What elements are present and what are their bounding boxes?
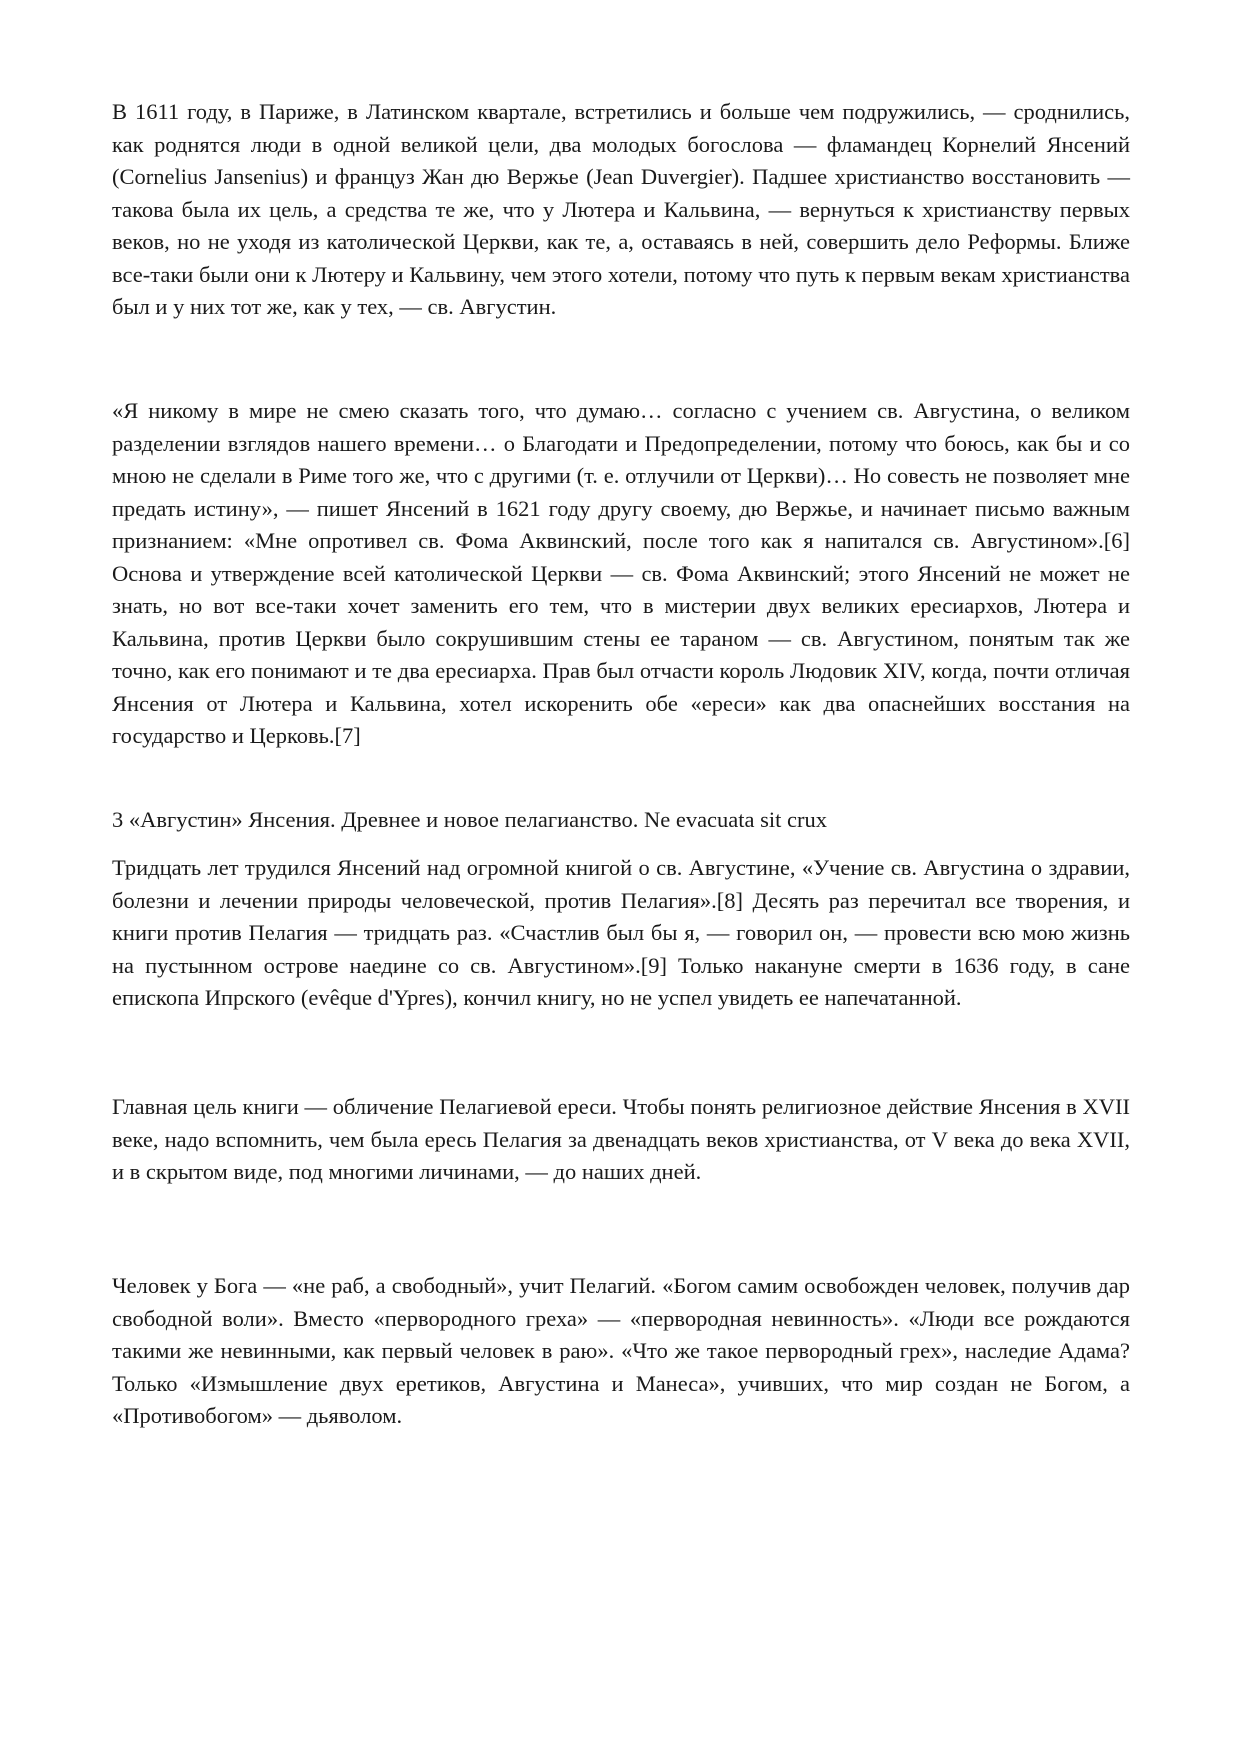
paragraph-jansenius-letter-1621: «Я никому в мире не смею сказать того, что думаю… согласно с учением св. Августина, о великом разделении взглядов нашего времени… о Благодати и Предопределении, потому что боюсь, как бы и со мною не сделали в Риме того же, что с другими (т. е. отлучили от Церкви)… Но совесть не позволяет мне предать истину», — пишет Янсений в 1621 году другу своему, дю Вержье, и начинает письмо важным признанием: «Мне опротивел св. Фома Аквинский, после того как я напитался св. Августином».[6] Основа и утверждение всей католической Церкви — св. Фома Аквинский; этого Янсений не может не знать, но вот все-таки хочет заменить его тем, что в мистерии двух великих ересиархов, Лютера и Кальвина, против Церкви было сокрушившим стены ее тараном — св. Августином, понятым так же точно, как его понимают и те два ересиарха. Прав был отчасти король Людовик XIV, когда, почти отличая Янсения от Лютера и Кальвина, хотел искоренить обе «ереси» как два опаснейших восстания на государство и Церковь.[7] bbox=[112, 398, 1130, 748]
paragraph-jansenius-duvergier-meeting: В 1611 году, в Париже, в Латинском квартале, встретились и больше чем подружились, — сроднились, как роднятся люди в одной великой цели, два молодых богослова — фламандец Корнелий Янсений (Cornelius Jansenius) и француз Жан дю Вержье (Jean Duvergier). Падшее христианство восстановить — такова была их цель, а средства те же, что у Лютера и Кальвина, — вернуться к христианству первых веков, но не уходя из католической Церкви, как те, а, оставаясь в ней, совершить дело Реформы. Ближе все-таки были они к Лютеру и Кальвину, чем этого хотели, потому что путь к первым векам христианства был и у них тот же, как у тех, — св. Августин. bbox=[112, 99, 1130, 319]
paragraph-pelagius-teaching: Человек у Бога — «не раб, а свободный», учит Пелагий. «Богом самим освобожден человек, получив дар свободной воли». Вместо «первородного греха» — «первородная невинность». «Люди все рождаются такими же невинными, как первый человек в раю». «Что же такое первородный грех», наследие Адама? Только «Измышление двух еретиков, Августина и Манеса», учивших, что мир создан не Богом, а «Противобогом» — дьяволом. bbox=[112, 1273, 1130, 1428]
paragraph-main-goal-pelagian-heresy: Главная цель книги — обличение Пелагиевой ереси. Чтобы понять религиозное действие Янсения в XVII веке, надо вспомнить, чем была ересь Пелагия за двенадцать веков христианства, от V века до века XVII, и в скрытом виде, под многими личинами, — до наших дней. bbox=[112, 1094, 1130, 1184]
paragraph-thirty-years-work: Тридцать лет трудился Янсений над огромной книгой о св. Августине, «Учение св. Августина о здравии, болезни и лечении природы человеческой, против Пелагия».[8] Десять раз перечитал все творения, и книги против Пелагия — тридцать раз. «Счастлив был бы я, — говорил он, — провести всю мою жизнь на пустынном острове наедине со св. Августином».[9] Только накануне смерти в 1636 году, в сане епископа Ипрского (evêque d'Ypres), кончил книгу, но не успел увидеть ее напечатанной. bbox=[112, 855, 1130, 1010]
section-heading-augustinus: 3 «Августин» Янсения. Древнее и новое пелагианство. Ne evacuata sit crux bbox=[112, 807, 828, 832]
